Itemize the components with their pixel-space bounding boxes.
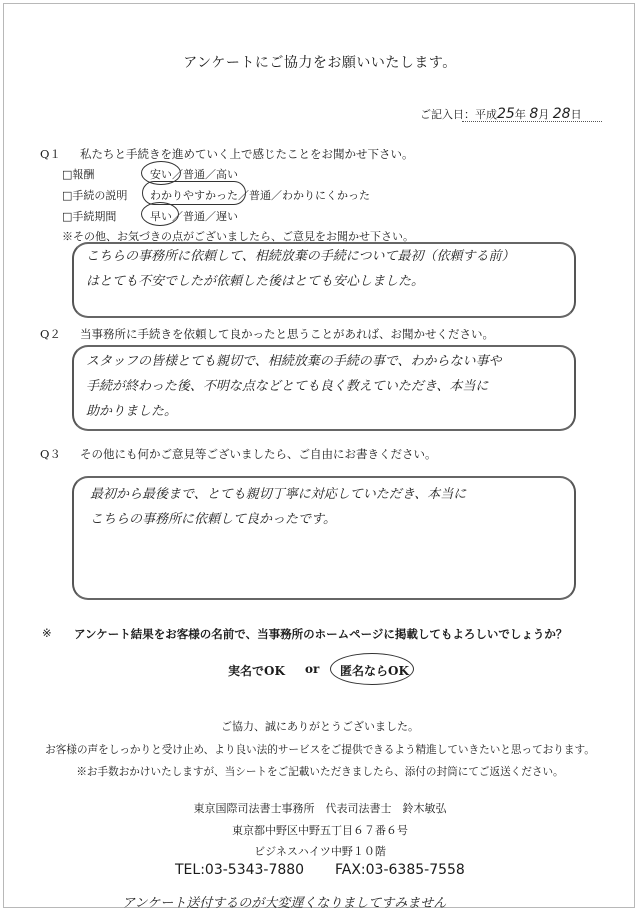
q2-comment-line: スタッフの皆様とても親切で、相続放棄の手続の事で、わからない事や [86,354,502,369]
date-month: 8 [529,106,539,122]
fee-opt-normal[interactable]: ／普通 [172,168,205,181]
publish-mark: ※ [42,626,52,640]
return-line: ※お手数おかけいたしますが、当シートをご記載いただきましたら、添付の封筒にてご返送ください。 [76,766,564,778]
q1-row-fee [62,166,94,182]
entry-date [420,106,582,122]
period-opt-normal[interactable]: ／普通 [172,210,205,223]
q1-comment [86,244,514,294]
period-label: 手続期間 [72,210,117,223]
date-year-unit: 年 [514,108,526,121]
q1-comment-line: はとても不安でしたが依頼した後はとても安心しました。 [86,274,425,289]
q1-comment-line: こちらの事務所に依頼して、相続放棄の手続について最初（依頼する前） [86,249,515,264]
publish-question: アンケート結果をお客様の名前で、当事務所のホームページに掲載してもよろしいでしょうか？ [74,627,568,641]
office-address: 東京都中野区中野五丁目６７番６号 [232,824,408,837]
q3-comment [90,482,466,532]
thanks-line: ご協力、誠にありがとうございました。 [221,720,419,733]
opt-real-name[interactable]: 実名でOK [228,664,285,678]
q1-number: Q１ [40,147,61,161]
explanation-opt-rest[interactable]: ／普通／わかりにくかった [238,189,370,202]
q1-question: 私たちと手続きを進めていく上で感じたことをお聞かせ下さい。 [80,147,414,161]
date-underline [462,121,602,122]
checkbox-explanation[interactable]: □ [62,189,73,202]
checkbox-period[interactable]: □ [62,210,73,223]
period-opt-slow[interactable]: ／遅い [205,210,238,223]
date-day-unit: 日 [570,108,582,121]
date-label: ご記入日：平成 [420,108,497,121]
explanation-label: 手続の説明 [72,189,128,202]
period-selection-circle [141,202,179,226]
period-opt-fast[interactable]: 早い [150,210,172,223]
office-name: 東京国際司法書士事務所 代表司法書士 鈴木敏弘 [193,802,447,815]
q2-comment [86,349,501,424]
handwritten-footnote: アンケート送付するのが大変遅くなりましてすみません [122,896,447,911]
fee-label: 報酬 [72,168,95,181]
anonymous-selection-circle [330,653,414,685]
q2-number: Q２ [40,327,61,341]
q3-question: その他にも何かご意見等ございましたら、ご自由にお書きください。 [80,447,437,461]
q1-other-note: ※その他、お気づきの点がございましたら、ご意見をお聞かせ下さい。 [62,230,414,243]
date-year: 25 [497,106,515,122]
q1-row-period [62,208,116,224]
date-day: 28 [552,106,571,122]
q2-comment-line: 助かりました。 [86,404,178,419]
q2-comment-line: 手続が終わった後、不明な点などとても良く教えていただき、本当に [86,379,489,394]
service-line: お客様の声をしっかりと受け止め、より良い法的サービスをご提供できるよう精進していきたいと思っております。 [45,744,595,756]
office-tel[interactable]: TEL:03-5343-7880 [175,862,305,878]
date-month-unit: 月 [538,108,550,121]
explanation-opt-clear[interactable]: わかりやすかった [150,189,238,202]
checkbox-fee[interactable]: □ [62,168,73,181]
q3-number: Q３ [40,447,61,461]
page-title: アンケートにご協力をお願いいたします。 [183,55,457,71]
fee-opt-high[interactable]: ／高い [205,168,238,181]
office-fax: FAX:03-6385-7558 [335,862,465,878]
q3-comment-line: 最初から最後まで、とても親切丁寧に対応していただき、本当に [90,487,467,502]
opt-anonymous[interactable]: 匿名ならOK [340,664,409,678]
q2-question: 当事務所に手続きを依頼して良かったと思うことがあれば、お聞かせください。 [80,327,494,341]
fee-opt-cheap[interactable]: 安い [150,168,172,181]
opt-or: or [305,662,320,676]
q1-row-explanation [62,187,127,203]
office-building: ビジネスハイツ中野１０階 [254,845,386,858]
q3-comment-line: こちらの事務所に依頼して良かったです。 [90,512,336,527]
